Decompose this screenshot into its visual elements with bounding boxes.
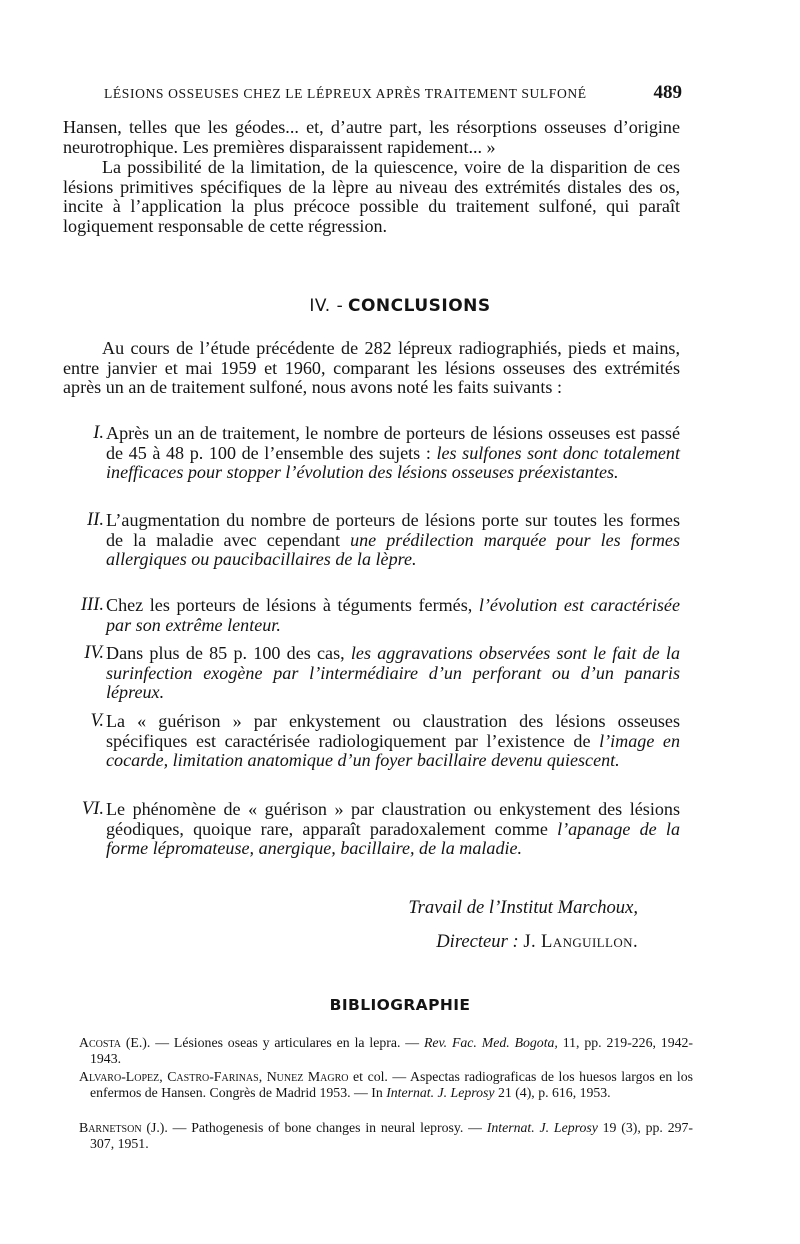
signature-institution: Travail de l’Institut Marchoux, [408, 897, 638, 918]
running-header [104, 82, 682, 104]
conclusion-item [80, 712, 680, 771]
conclusion-numeral: IV. [84, 643, 104, 663]
conclusion-numeral: II. [87, 510, 104, 530]
conclusion-text: Le phénomène de « guérison » par claustration ou enkystement des lésions géodiques, quoique rare, apparaît paradoxalement comme l’apanage de la forme lépromateuse, anergique, bacillaire, de la maladie. [106, 799, 680, 859]
intro-paragraph-1: Hansen, telles que les géodes... et, d’autre part, les résorptions osseuses d’origine neurotrophique. Les premières disparaissent rapidement... » [63, 117, 680, 157]
conclusion-item [80, 596, 680, 635]
bibliography-entry: Alvaro-Lopez, Castro-Farinas, Nunez Magro et col. — Aspectas radiograficas de los huesos largos en los enfermos de Hansen. Congrès de Madrid 1953. — In Internat. J. Leprosy 21 (4), p. 616, 1953. [79, 1069, 693, 1101]
conclusion-text: La « guérison » par enkystement ou claustration des lésions osseuses spécifiques est caractérisée radiologiquement par l’existence de l’image en cocarde, limitation anatomique d’un foyer bacillaire devenu quiescent. [106, 711, 681, 771]
bibliography-heading: BIBLIOGRAPHIE [329, 996, 471, 1014]
page-number: 489 [653, 82, 682, 103]
conclusion-numeral: I. [93, 423, 104, 443]
conclusion-numeral: V. [90, 711, 104, 731]
conclusion-text: Chez les porteurs de lésions à téguments fermés, l’évolution est caractérisée par son extrême lenteur. [106, 595, 680, 635]
running-title: LÉSIONS OSSEUSES CHEZ LE LÉPREUX APRÈS TRAITEMENT SULFONÉ [104, 86, 587, 101]
conclusion-numeral: III. [80, 595, 104, 615]
intro-paragraph-2: La possibilité de la limitation, de la quiescence, voire de la disparition de ces lésions primitives spécifiques de la lèpre au niveau des extrémités distales des os, incite à l’application la plus précoce possible du traitement sulfoné, qui paraît logiquement responsable de cette régression. [63, 157, 680, 236]
conclusion-item [80, 424, 680, 483]
signature-director [436, 931, 638, 953]
director-label: Directeur : [436, 931, 519, 952]
bibliography-entry: Acosta (E.). — Lésiones oseas y articulares en la lepra. — Rev. Fac. Med. Bogota, 11, pp. 219-226, 1942-1943. [79, 1035, 693, 1067]
conclusion-text: L’augmentation du nombre de porteurs de lésions porte sur toutes les formes de la maladie avec cependant une prédilection marquée pour les formes allergiques ou paucibacillaires de la lèpre. [106, 510, 680, 570]
section-heading [0, 296, 800, 316]
conclusion-text: Dans plus de 85 p. 100 des cas, les aggravations observées sont le fait de la surinfection exogène par l’intermédiaire d’un perforant ou d’un panaris lépreux. [106, 643, 680, 703]
section-title: CONCLUSIONS [348, 296, 491, 316]
conclusion-numeral: VI. [81, 799, 104, 819]
section-number: IV. - [309, 296, 344, 316]
conclusion-item [80, 800, 680, 859]
section-lead-paragraph: Au cours de l’étude précédente de 282 lépreux radiographiés, pieds et mains, entre janvier et mai 1959 et 1960, comparant les lésions osseuses des extrémités après un an de traitement sulfoné, nous avons noté les faits suivants : [63, 338, 680, 398]
director-name: J. Languillon. [523, 931, 638, 952]
conclusion-item [80, 511, 680, 570]
bibliography-entry: Barnetson (J.). — Pathogenesis of bone changes in neural leprosy. — Internat. J. Leprosy 19 (3), pp. 297-307, 1951. [79, 1120, 693, 1152]
conclusion-text: Après un an de traitement, le nombre de porteurs de lésions osseuses est passé de 45 à 48 p. 100 de l’ensemble des sujets : les sulfones sont donc totalement inefficaces pour stopper l’évolution des lésions osseuses préexistantes. [106, 423, 680, 483]
conclusion-item [80, 644, 680, 703]
